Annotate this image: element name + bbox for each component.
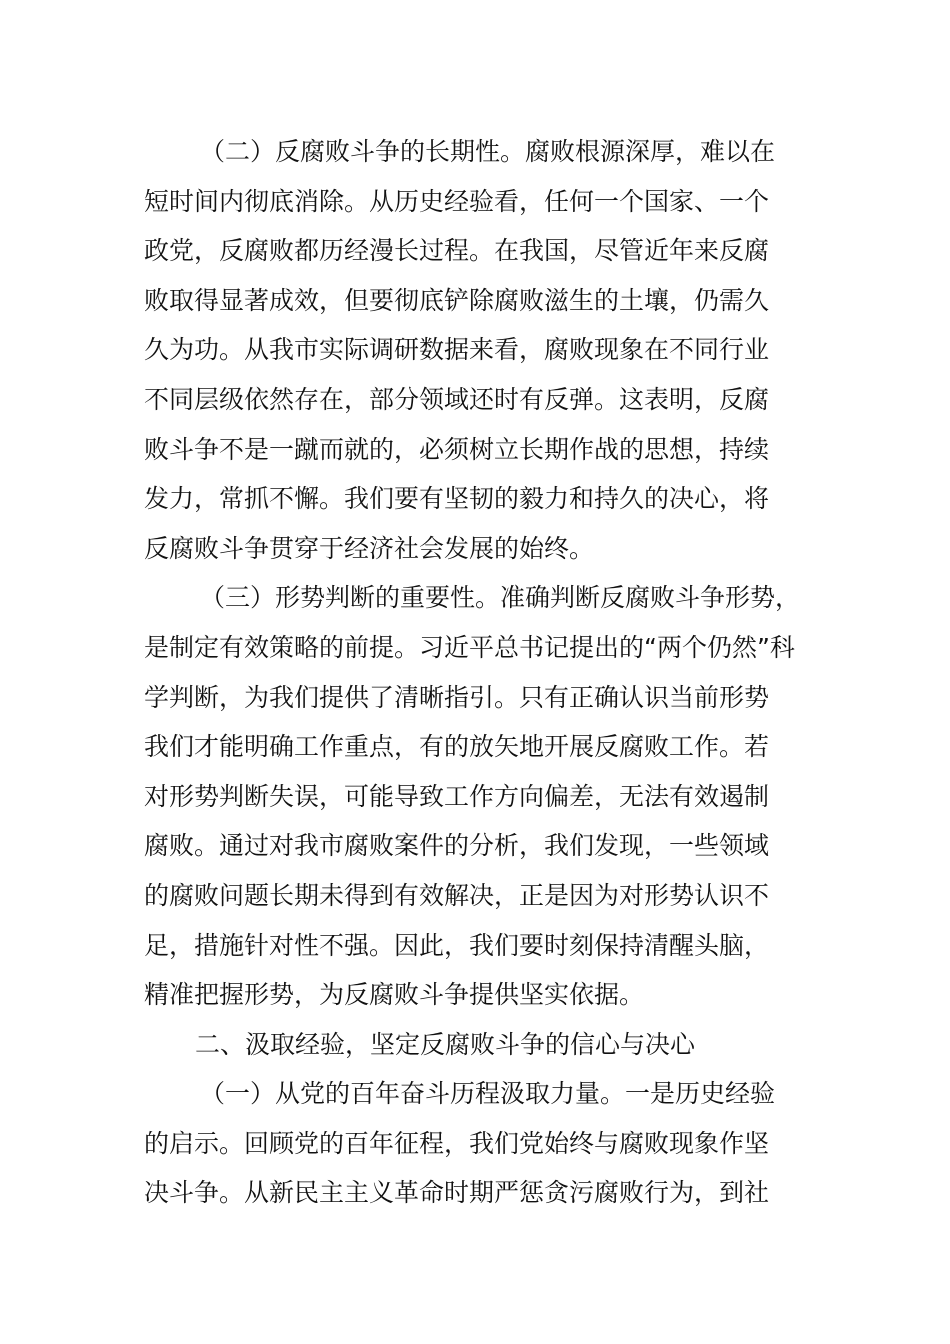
paragraph-line: 发力，常抓不懈。我们要有坚韧的毅力和持久的决心，将	[144, 484, 770, 514]
paragraph-line: 反腐败斗争贯穿于经济社会发展的始终。	[144, 533, 595, 563]
paragraph-line: 短时间内彻底消除。从历史经验看，任何一个国家、一个	[144, 186, 770, 216]
paragraph-line: 我们才能明确工作重点，有的放矢地开展反腐败工作。若	[144, 732, 770, 762]
paragraph-line: 政党，反腐败都历经漫长过程。在我国，尽管近年来反腐	[144, 236, 770, 266]
paragraph-line: 决斗争。从新民主主义革命时期严惩贪污腐败行为，到社	[144, 1178, 770, 1208]
paragraph-line: 的腐败问题长期未得到有效解决，正是因为对形势认识不	[144, 880, 770, 910]
paragraph-line: 足，措施针对性不强。因此，我们要时刻保持清醒头脑，	[144, 930, 770, 960]
section-heading: 二、汲取经验，坚定反腐败斗争的信心与决心	[195, 1029, 696, 1059]
paragraph-line: 是制定有效策略的前提。习近平总书记提出的“两个仍然”科	[144, 632, 795, 662]
paragraph-line: 败取得显著成效，但要彻底铲除腐败滋生的土壤，仍需久	[144, 285, 770, 315]
paragraph-line: 败斗争不是一蹴而就的，必须树立长期作战的思想，持续	[144, 434, 770, 464]
paragraph-line: 精准把握形势，为反腐败斗争提供坚实依据。	[144, 980, 645, 1010]
paragraph-line: 学判断，为我们提供了清晰指引。只有正确认识当前形势	[144, 682, 770, 712]
document-body	[144, 127, 808, 1218]
paragraph-line: 对形势判断失误，可能导致工作方向偏差，无法有效遏制	[144, 781, 770, 811]
paragraph-line: （二）反腐败斗争的长期性。腐败根源深厚，难以在	[200, 137, 776, 166]
paragraph-line: 久为功。从我市实际调研数据来看，腐败现象在不同行业	[144, 335, 770, 365]
paragraph-line: （一）从党的百年奋斗历程汲取力量。一是历史经验	[200, 1079, 776, 1109]
paragraph-line: 不同层级依然存在，部分领域还时有反弹。这表明，反腐	[144, 384, 770, 414]
paragraph-line: （三）形势判断的重要性。准确判断反腐败斗争形势，	[200, 583, 801, 613]
paragraph-line: 的启示。回顾党的百年征程，我们党始终与腐败现象作坚	[144, 1128, 770, 1158]
paragraph-line: 腐败。通过对我市腐败案件的分析，我们发现，一些领域	[144, 831, 770, 861]
